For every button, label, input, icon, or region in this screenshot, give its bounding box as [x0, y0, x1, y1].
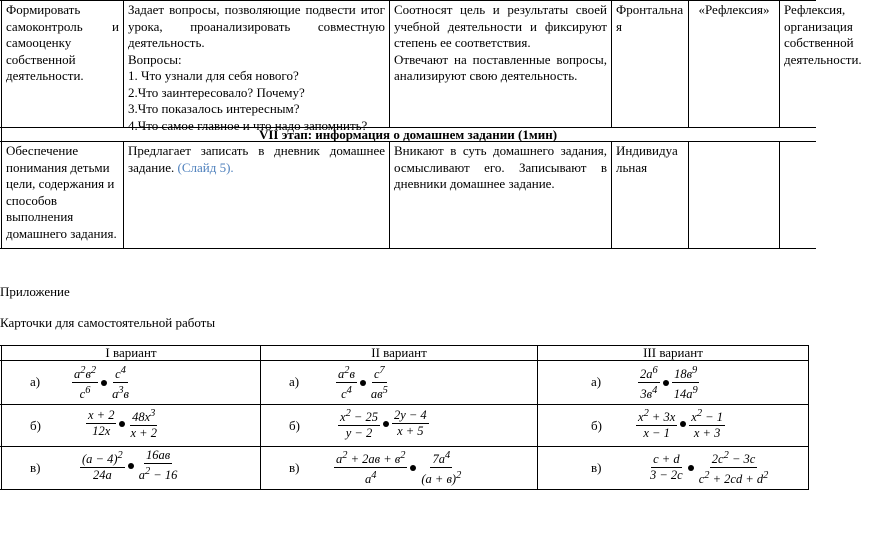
question-item: 3.Что показалось интересным? — [128, 101, 300, 116]
variant-header: II вариант — [371, 345, 427, 360]
formula-2b: $\frac{x^2 - 25}{y - 2}$ $\frac{2y - 4}{x + 5}$ — [340, 408, 427, 441]
row-label: а) — [591, 374, 602, 389]
questions-title: Вопросы: — [128, 51, 182, 67]
question-item: 4.Что самое главное и что надо запомнить? — [128, 117, 368, 133]
appendix-title: Приложение — [0, 284, 70, 299]
formula-2a: $\frac{a^2в}{c^4}$ $\frac{c^7}{ав^5}$ — [338, 365, 388, 402]
row-label: б) — [289, 418, 300, 433]
stage-heading: VII этап: информация о домашнем задании (1мин) — [258, 127, 558, 142]
row-label: б) — [30, 418, 41, 433]
row-label: а) — [289, 374, 300, 389]
teacher-activity-cell — [124, 0, 389, 136]
students-activity-cell — [390, 0, 611, 87]
row-label: б) — [591, 418, 602, 433]
row-label: а) — [30, 374, 41, 389]
students-activity-cell: Вникают в суть домашнего задания, осмысливают его. Записывают в дневники домашнее задание. — [394, 143, 607, 191]
formula-3c: $\frac{c + d}{3 - 2c}$ $\frac{2c^2 - 3c}{c^2 + 2cd + d^2}$ — [650, 450, 769, 487]
formula-1a: $\frac{a^2в^2}{c^6}$ $\frac{c^4}{a^3в}$ — [74, 365, 129, 402]
form-cell: Фронтальная — [616, 2, 684, 34]
variant-header: III вариант — [643, 345, 703, 360]
formula-1c: $\frac{(a - 4)^2}{24a}$ $\frac{16ав}{a^2 - 16}$ — [82, 448, 178, 483]
table-border — [0, 404, 809, 405]
formula-1b: $\frac{x + 2}{12x}$ $\frac{48x^3}{x + 2}$ — [88, 408, 157, 441]
variant-header: I вариант — [105, 345, 157, 360]
students-text: Отвечают на поставленные вопросы, анализируют свою деятельность. — [394, 51, 607, 83]
method-cell: «Рефлексия» — [698, 2, 770, 17]
table-border — [808, 345, 809, 490]
table-border — [537, 345, 538, 490]
goal-cell: Обеспечение понимания детьми цели, содержания и способов выполнения домашнего задания. — [6, 143, 117, 241]
teacher-activity-cell — [124, 141, 389, 178]
table-border — [688, 141, 689, 249]
table-border — [779, 141, 780, 249]
row-label: в) — [591, 460, 602, 475]
table-border — [0, 446, 809, 447]
slide-reference: (Слайд 5). — [177, 159, 234, 175]
table-border — [260, 345, 261, 490]
form-cell: Индивидуальная — [616, 143, 678, 175]
uud-cell: Рефлексия, организация собственной деятельности. — [784, 2, 862, 67]
table-border — [1, 345, 2, 490]
row-label: в) — [289, 460, 300, 475]
formula-2c: $\frac{a^2 + 2ав + в^2}{a^4}$ $\frac{7a^4}{(a + в)^2}$ — [336, 450, 462, 487]
question-item: 2.Что заинтересовало? Почему? — [128, 84, 305, 100]
formula-3a: $\frac{2a^6}{3в^4}$ $\frac{18в^9}{14a^9}$ — [640, 365, 698, 402]
students-text: Соотносят цель и результаты своей учебной деятельности и фиксируют степень ее соответствия. — [394, 2, 607, 50]
table-border — [0, 489, 809, 490]
formula-3b: $\frac{x^2 + 3x}{x - 1}$ $\frac{x^2 - 1}{x + 3}$ — [638, 408, 723, 441]
row-label: в) — [30, 460, 41, 475]
question-item: 1. Что узнали для себя нового? — [128, 68, 299, 83]
teacher-intro: Задает вопросы, позволяющие подвести итог урока, проанализировать совместную деятельность. — [128, 2, 385, 50]
cards-title: Карточки для самостоятельной работы — [0, 315, 216, 330]
teacher-text: Предлагает записать в дневник домашнее задание. — [128, 143, 385, 175]
goal-cell: Формировать самоконтроль и самооценку собственной деятельности. — [6, 2, 119, 83]
